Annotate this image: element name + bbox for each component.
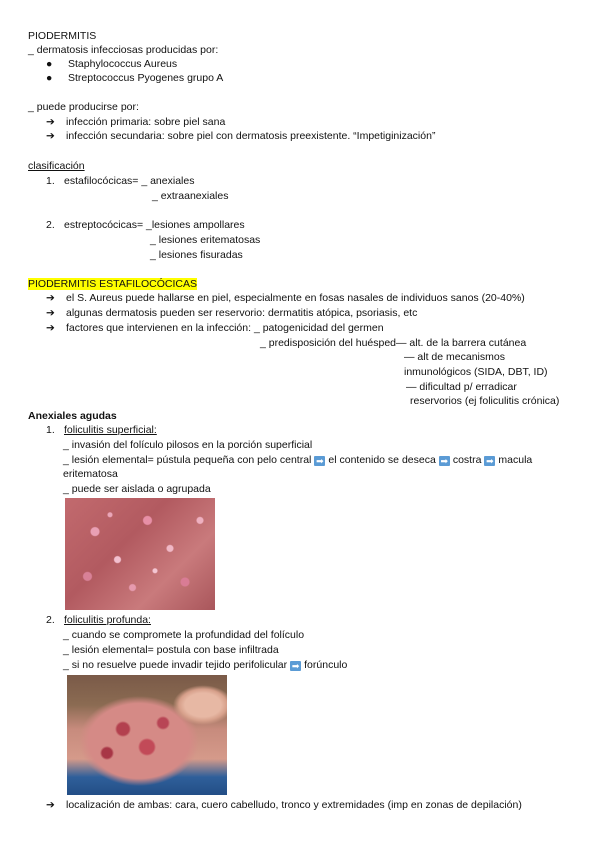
bullet-icon: ● bbox=[46, 72, 53, 84]
detail-line: _ cuando se compromete la profundidad del folículo bbox=[63, 629, 305, 641]
deep-folliculitis-photo bbox=[67, 675, 227, 795]
list-item: ➔ factores que intervienen en la infección: _ patogenicidad del germen bbox=[46, 322, 384, 334]
sub-item: _ predisposición del huésped— alt. de la barrera cutánea bbox=[260, 337, 527, 349]
list-item: 2. estreptocócicas= _lesiones ampollares bbox=[46, 219, 245, 231]
arrow-icon: ➔ bbox=[46, 116, 55, 128]
sub-item: _ lesiones fisuradas bbox=[150, 249, 243, 261]
sub-item: — alt de mecanismos bbox=[404, 351, 505, 363]
classification-heading: clasificación bbox=[28, 160, 85, 172]
list-item: ➔ infección primaria: sobre piel sana bbox=[46, 116, 226, 128]
list-item: ➔ localización de ambas: cara, cuero cabelludo, tronco y extremidades (imp en zonas de depilación) bbox=[46, 799, 522, 811]
page-title: PIODERMITIS bbox=[28, 30, 97, 42]
superficial-folliculitis-photo bbox=[65, 498, 215, 610]
list-item: ➔ algunas dermatosis pueden ser reservorio: dermatitis atópica, psoriasis, etc bbox=[46, 307, 418, 319]
arrow-icon: ➔ bbox=[46, 307, 55, 319]
arrow-icon: ➔ bbox=[46, 799, 55, 811]
sub-item: reservorios (ej foliculitis crónica) bbox=[410, 395, 560, 407]
section-heading: PIODERMITIS ESTAFILOCÓCICAS bbox=[28, 278, 197, 290]
detail-line: _ si no resuelve puede invadir tejido perifolicular ➡ forúnculo bbox=[63, 659, 348, 671]
sub-item: _ extraanexiales bbox=[152, 190, 229, 202]
list-item: ● Streptococcus Pyogenes grupo A bbox=[46, 72, 224, 84]
detail-line: eritematosa bbox=[63, 468, 118, 480]
arrow-icon: ➔ bbox=[46, 130, 55, 142]
arrow-right-icon: ➡ bbox=[291, 661, 300, 671]
sub-item: — dificultad p/ erradicar bbox=[406, 381, 517, 393]
produce-intro: _ puede producirse por: bbox=[28, 101, 139, 113]
arrow-right-icon: ➡ bbox=[316, 456, 324, 466]
list-item: 1. foliculitis superficial: bbox=[46, 424, 157, 436]
arrow-right-icon: ➡ bbox=[440, 456, 449, 466]
detail-line: _ lesión elemental= postula con base infiltrada bbox=[63, 644, 279, 656]
arrow-icon: ➔ bbox=[46, 292, 55, 304]
intro-text: _ dermatosis infecciosas producidas por: bbox=[28, 44, 219, 56]
detail-line: _ puede ser aislada o agrupada bbox=[63, 483, 211, 495]
detail-line: _ invasión del folículo pilosos en la porción superficial bbox=[63, 439, 313, 451]
detail-line: _ lesión elemental= pústula pequeña con pelo central ➡ el contenido se deseca ➡ costra ➡ macula bbox=[63, 454, 533, 466]
bullet-icon: ● bbox=[46, 58, 53, 70]
list-item: ➔ el S. Aureus puede hallarse en piel, especialmente en fosas nasales de individuos sanos (20-40%) bbox=[46, 292, 525, 304]
list-item: 2. foliculitis profunda: bbox=[46, 614, 151, 626]
arrow-icon: ➔ bbox=[46, 322, 55, 334]
sub-item: _ lesiones eritematosas bbox=[150, 234, 261, 246]
arrow-right-icon: ➡ bbox=[486, 456, 494, 466]
list-item: ● Staphylococcus Aureus bbox=[46, 58, 178, 70]
list-item: 1. estafilocócicas= _ anexiales bbox=[46, 175, 195, 187]
sub-item: inmunológicos (SIDA, DBT, ID) bbox=[404, 366, 548, 378]
subsection-heading: Anexiales agudas bbox=[28, 410, 117, 422]
list-item: ➔ infección secundaria: sobre piel con dermatosis preexistente. “Impetiginización” bbox=[46, 130, 436, 142]
